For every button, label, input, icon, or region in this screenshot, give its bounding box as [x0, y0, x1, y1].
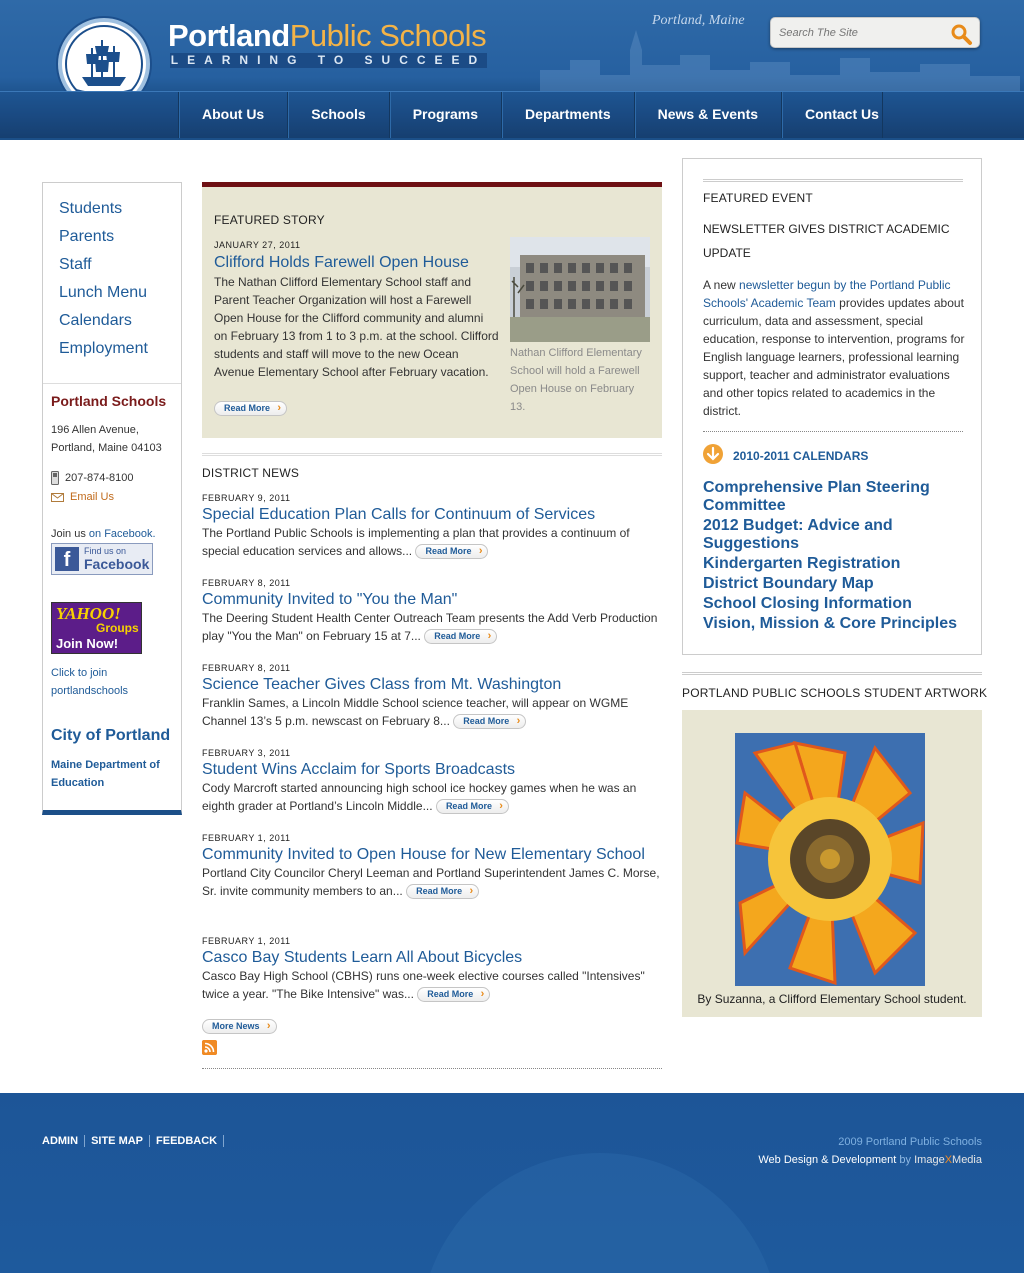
search-input[interactable] [779, 24, 939, 42]
footer-feedback-link[interactable]: FEEDBACK [150, 1135, 224, 1147]
sunflower-artwork-image[interactable] [735, 733, 925, 986]
news-headline[interactable]: Community Invited to Open House for New Elementary School [202, 846, 645, 863]
link-district-boundary-map[interactable]: District Boundary Map [703, 575, 874, 592]
news-body [202, 779, 662, 815]
read-more-label: Read More [425, 546, 472, 557]
news-read-more-button[interactable] [415, 544, 488, 559]
featured-story-headline[interactable]: Clifford Holds Farewell Open House [214, 254, 469, 271]
divider [202, 1068, 662, 1069]
nav-contact-us[interactable]: Contact Us [782, 92, 883, 138]
news-headline[interactable]: Special Education Plan Calls for Continuum of Services [202, 506, 596, 523]
read-more-label: Read More [463, 716, 510, 727]
chevron-right-icon: › [277, 402, 282, 414]
link-kindergarten-registration[interactable]: Kindergarten Registration [703, 555, 901, 572]
left-sidebar [42, 182, 182, 815]
chevron-right-icon: › [487, 630, 492, 643]
featured-photo-caption: Nathan Clifford Elementary School will hold a Farewell Open House on February 13. [510, 347, 642, 413]
read-more-label: Read More [427, 989, 474, 1000]
news-date: FEBRUARY 1, 2011 [202, 833, 291, 843]
footer-links [42, 1135, 224, 1147]
nav-departments[interactable]: Departments [502, 92, 635, 138]
site-header [0, 0, 1024, 140]
chevron-right-icon: › [469, 885, 474, 898]
event-body-post: provides updates about curriculum, data and assessment, special education, response to intervention, programs for English language learners, professional learning support, teacher and administrator evaluations and other topics related to academics in the district. [703, 296, 965, 418]
link-parents[interactable]: Parents [59, 228, 115, 245]
more-news-label: More News [212, 1021, 260, 1031]
credit-text[interactable]: Web Design & Development [758, 1154, 897, 1166]
yahoo-join-now: Join Now! [56, 636, 119, 651]
site-title[interactable] [168, 18, 486, 54]
link-2012-budget[interactable]: 2012 Budget: Advice and Suggestions [703, 517, 893, 552]
news-item [202, 833, 662, 900]
featured-event-headline: NEWSLETTER GIVES DISTRICT ACADEMIC UPDATE [703, 222, 950, 260]
news-item [202, 663, 662, 730]
divider [682, 672, 982, 675]
featured-event-label: FEATURED EVENT [703, 191, 813, 205]
read-more-label: Read More [224, 403, 271, 413]
news-body [202, 864, 662, 900]
site-footer [0, 1093, 1024, 1273]
click-to-join-link[interactable]: Click to join [51, 667, 108, 679]
fb-badge-find-us: Find us on [84, 546, 127, 556]
news-body-text: The Deering Student Health Center Outreach Team presents the Add Verb Production play "You the Man" on February 15 at 7... [202, 611, 658, 643]
audience-links [43, 183, 181, 367]
address-line-2: Portland, Maine 04103 [51, 442, 162, 454]
news-date: FEBRUARY 3, 2011 [202, 748, 291, 758]
chevron-right-icon: › [266, 1020, 271, 1032]
link-students[interactable]: Students [59, 200, 123, 217]
design-credit [758, 1154, 982, 1166]
featured-story [202, 182, 662, 438]
read-more-label: Read More [445, 801, 492, 812]
link-comprehensive-plan[interactable]: Comprehensive Plan Steering Committee [703, 479, 930, 514]
news-item [202, 936, 662, 1003]
main-nav [0, 91, 1024, 138]
news-body [202, 694, 662, 730]
credit-x: X [944, 1154, 953, 1166]
address-line-1: 196 Allen Avenue, [51, 424, 139, 436]
chevron-right-icon: › [499, 800, 503, 813]
phone-icon [51, 471, 59, 485]
link-school-closing-info[interactable]: School Closing Information [703, 595, 912, 612]
tagline: LEARNING TO SUCCEED [170, 53, 487, 67]
calendars-heading[interactable]: 2010-2011 CALENDARS [733, 449, 869, 463]
featured-read-more-button[interactable] [214, 401, 287, 416]
news-date: FEBRUARY 8, 2011 [202, 663, 291, 673]
news-headline[interactable]: Student Wins Acclaim for Sports Broadcasts [202, 761, 516, 778]
news-body-text: Cody Marcroft started announcing high school ice hockey games when he was an eighth grader at Portland’s Lincoln Middle... [202, 781, 637, 813]
featured-story-body: The Nathan Clifford Elementary School staff and Parent Teacher Organization will host a Farewell Open House for the Clifford community and alumni on February 13 from 1 to 3 p.m. at the school. Clifford students and staff will move to the new Ocean Avenue Elementary School after February vacation. [214, 275, 499, 379]
site-title-portland: Portland [168, 18, 290, 53]
student-artwork-label: PORTLAND PUBLIC SCHOOLS STUDENT ARTWORK [682, 686, 988, 700]
nav-about-us[interactable]: About Us [179, 92, 288, 138]
chevron-right-icon: › [516, 715, 521, 728]
featured-story-label: FEATURED STORY [214, 213, 325, 227]
divider [202, 453, 662, 456]
news-read-more-button[interactable] [436, 799, 509, 814]
maine-dept-education-link-1[interactable]: Maine Department of [51, 759, 160, 771]
credit-media: Media [952, 1154, 982, 1166]
search-icon[interactable] [949, 22, 973, 46]
link-lunch-menu[interactable]: Lunch Menu [59, 284, 148, 301]
envelope-icon [51, 493, 64, 502]
news-body-text: Franklin Sames, a Lincoln Middle School science teacher, will appear on WGME Channel 13’s 5 p.m. newscast on February 8... [202, 696, 629, 728]
city-of-portland-link[interactable]: City of Portland [51, 727, 171, 744]
news-body-text: The Portland Public Schools is implementing a plan that provides a continuum of special education services and allows... [202, 526, 630, 558]
school-building-photo[interactable] [510, 237, 650, 342]
location-text: Portland, Maine [652, 13, 745, 28]
news-body-text: Casco Bay High School (CBHS) runs one-week elective courses called "Intensives" twice a year. "The Bike Intensive" was... [202, 969, 645, 1001]
phone-number: 207-874-8100 [65, 472, 134, 484]
newsletter-link[interactable]: newsletter begun by the Portland Public Schools' Academic Team [703, 278, 951, 310]
facebook-link[interactable]: on Facebook. [88, 528, 156, 540]
calendar-links [703, 479, 973, 635]
featured-event [682, 158, 982, 655]
chevron-right-icon: › [480, 988, 485, 1001]
news-read-more-button[interactable] [406, 884, 479, 899]
featured-event-body [703, 276, 967, 420]
news-date: FEBRUARY 8, 2011 [202, 578, 291, 588]
chevron-right-icon: › [478, 545, 483, 558]
news-item [202, 493, 662, 560]
yahoo-groups-text: Groups [96, 621, 139, 635]
news-read-more-button[interactable] [453, 714, 526, 729]
divider [703, 431, 963, 432]
portland-schools-heading: Portland Schools [51, 393, 167, 409]
read-more-label: Read More [434, 631, 481, 642]
news-body [202, 609, 662, 645]
news-headline[interactable]: Community Invited to "You the Man" [202, 591, 458, 608]
globe-graphic [420, 1153, 780, 1273]
footer-admin-link[interactable]: ADMIN [42, 1135, 85, 1147]
maine-dept-education-link-2[interactable]: Education [51, 777, 105, 789]
arrow-down-circle-icon [703, 444, 723, 464]
more-news-button[interactable] [202, 1019, 277, 1034]
rss-feed-icon[interactable] [202, 1040, 217, 1055]
news-headline[interactable]: Science Teacher Gives Class from Mt. Washington [202, 676, 562, 693]
read-more-label: Read More [416, 886, 463, 897]
credit-imagexmedia-link[interactable] [914, 1154, 982, 1166]
news-body-text: Portland City Councilor Cheryl Leeman and Portland Superintendent James C. Morse, Sr. invite community members to an... [202, 866, 660, 898]
news-body [202, 967, 662, 1003]
email-us-link[interactable]: Email Us [70, 491, 115, 503]
district-news-label: DISTRICT NEWS [202, 466, 300, 480]
news-item [202, 578, 662, 645]
yahoo-logo-text: YAHOO! [56, 604, 121, 623]
copyright-text: 2009 Portland Public Schools [838, 1136, 982, 1148]
facebook-badge[interactable] [51, 543, 153, 575]
credit-by: by [899, 1154, 912, 1166]
nav-news-events[interactable]: News & Events [635, 92, 782, 138]
news-item [202, 748, 662, 815]
news-body [202, 524, 662, 560]
link-employment[interactable]: Employment [59, 340, 148, 357]
event-body-pre: A new [703, 278, 740, 292]
artwork-caption: By Suzanna, a Clifford Elementary School student. [697, 992, 967, 1006]
news-date: FEBRUARY 1, 2011 [202, 936, 291, 946]
news-read-more-button[interactable] [417, 987, 490, 1002]
link-staff[interactable]: Staff [59, 256, 92, 273]
news-read-more-button[interactable] [424, 629, 497, 644]
join-us-text: Join us [51, 528, 86, 540]
facebook-icon: f [55, 547, 79, 571]
facebook-join-text [51, 528, 156, 540]
fb-badge-facebook: Facebook [84, 556, 150, 572]
news-date: FEBRUARY 9, 2011 [202, 493, 291, 503]
divider [703, 179, 963, 182]
link-calendars[interactable]: Calendars [59, 312, 132, 329]
nav-schools[interactable]: Schools [288, 92, 389, 138]
nav-programs[interactable]: Programs [390, 92, 502, 138]
footer-site-map-link[interactable]: SITE MAP [85, 1135, 150, 1147]
news-headline[interactable]: Casco Bay Students Learn All About Bicycles [202, 949, 523, 966]
student-artwork-panel [682, 710, 982, 1017]
featured-story-date: JANUARY 27, 2011 [214, 240, 301, 250]
site-title-public-schools: Public Schools [289, 18, 487, 53]
link-vision-mission[interactable]: Vision, Mission & Core Principles [703, 615, 957, 632]
yahoo-groups-badge[interactable] [51, 602, 142, 654]
search-box [770, 17, 980, 48]
divider [43, 383, 181, 384]
credit-image: Image [914, 1154, 945, 1166]
portlandschools-group-link[interactable]: portlandschools [51, 685, 129, 697]
